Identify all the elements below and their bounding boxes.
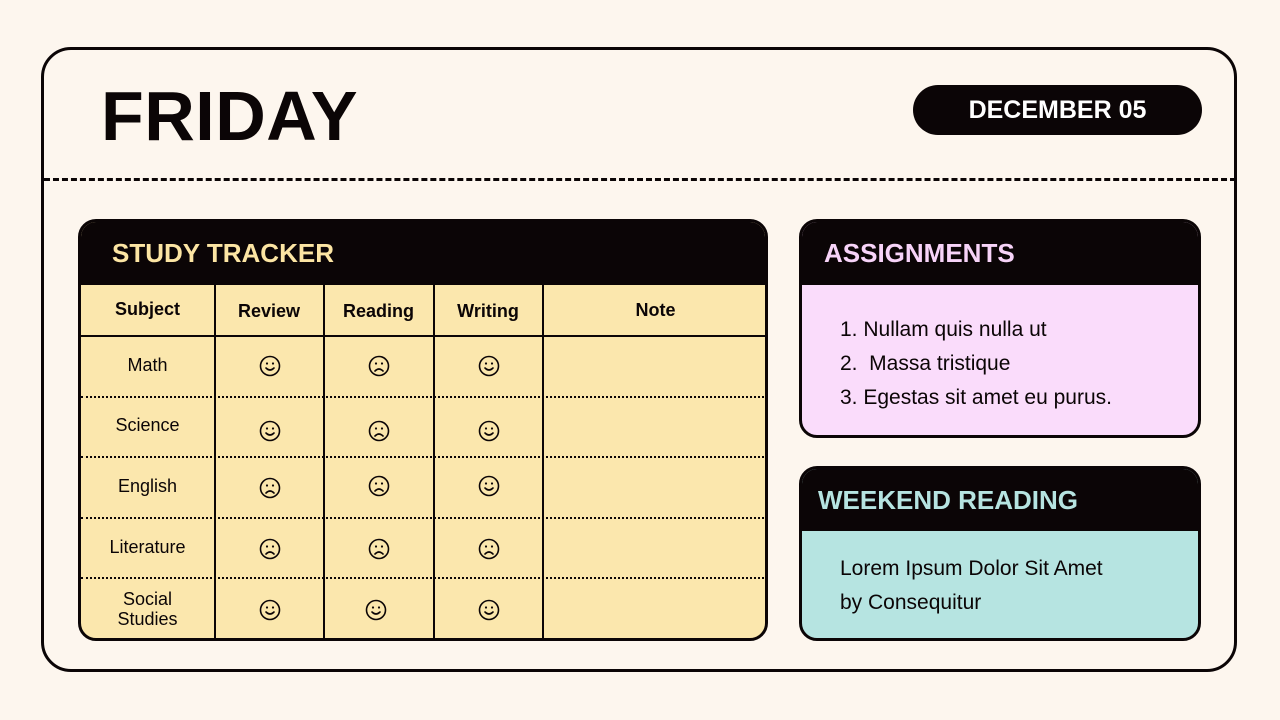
table-row-divider	[81, 577, 768, 579]
weekend-reading-panel	[799, 466, 1201, 641]
table-column-divider	[542, 285, 544, 638]
subject-line: Social	[122, 589, 173, 609]
frowning-face-icon	[368, 475, 390, 497]
date-badge	[913, 85, 1202, 135]
smiley-face-icon	[478, 599, 500, 621]
weekend-reading-text	[840, 552, 1103, 620]
smiley-face-icon	[478, 355, 500, 377]
smiley-face-icon	[365, 599, 387, 621]
frowning-face-icon	[478, 538, 500, 560]
book-author: by Consequitur	[840, 591, 982, 614]
assignments-list	[840, 313, 1112, 415]
smiley-face-icon	[478, 420, 500, 442]
study-tracker-panel	[78, 219, 768, 641]
frowning-face-icon	[259, 477, 281, 499]
table-column-divider	[323, 285, 325, 638]
subject-social-studies	[81, 589, 214, 629]
frowning-face-icon	[259, 538, 281, 560]
column-header-writing: Writing	[457, 301, 519, 321]
column-header-subject: Subject	[114, 299, 180, 319]
study-tracker-title: STUDY TRACKER	[81, 222, 765, 285]
frowning-face-icon	[368, 355, 390, 377]
frowning-face-icon	[368, 538, 390, 560]
table-header-divider	[81, 335, 768, 337]
smiley-face-icon	[259, 599, 281, 621]
book-title: Lorem Ipsum Dolor Sit Amet	[840, 557, 1103, 580]
assignments-panel	[799, 219, 1201, 438]
smiley-face-icon	[259, 420, 281, 442]
subject-science: Science	[115, 415, 180, 435]
smiley-face-icon	[478, 475, 500, 497]
assignments-title: ASSIGNMENTS	[802, 222, 1198, 285]
column-header-reading: Reading	[342, 301, 414, 321]
table-row-divider	[81, 396, 768, 398]
subject-english: English	[117, 476, 178, 496]
list-item: 2. Massa tristique	[840, 352, 1011, 375]
subject-literature: Literature	[109, 537, 186, 557]
table-column-divider	[214, 285, 216, 638]
column-header-note: Note	[635, 300, 676, 320]
column-header-review: Review	[237, 301, 301, 321]
weekend-reading-title: WEEKEND READING	[802, 469, 1198, 531]
frowning-face-icon	[368, 420, 390, 442]
list-item: 1. Nullam quis nulla ut	[840, 318, 1047, 341]
subject-line: Studies	[117, 609, 178, 629]
date-label: DECEMBER 05	[968, 95, 1147, 124]
list-item: 3. Egestas sit amet eu purus.	[840, 386, 1112, 409]
table-column-divider	[433, 285, 435, 638]
day-title: FRIDAY	[101, 77, 359, 155]
smiley-face-icon	[259, 355, 281, 377]
dashed-divider	[44, 178, 1236, 181]
table-row-divider	[81, 456, 768, 458]
table-row-divider	[81, 517, 768, 519]
subject-math: Math	[127, 355, 168, 375]
